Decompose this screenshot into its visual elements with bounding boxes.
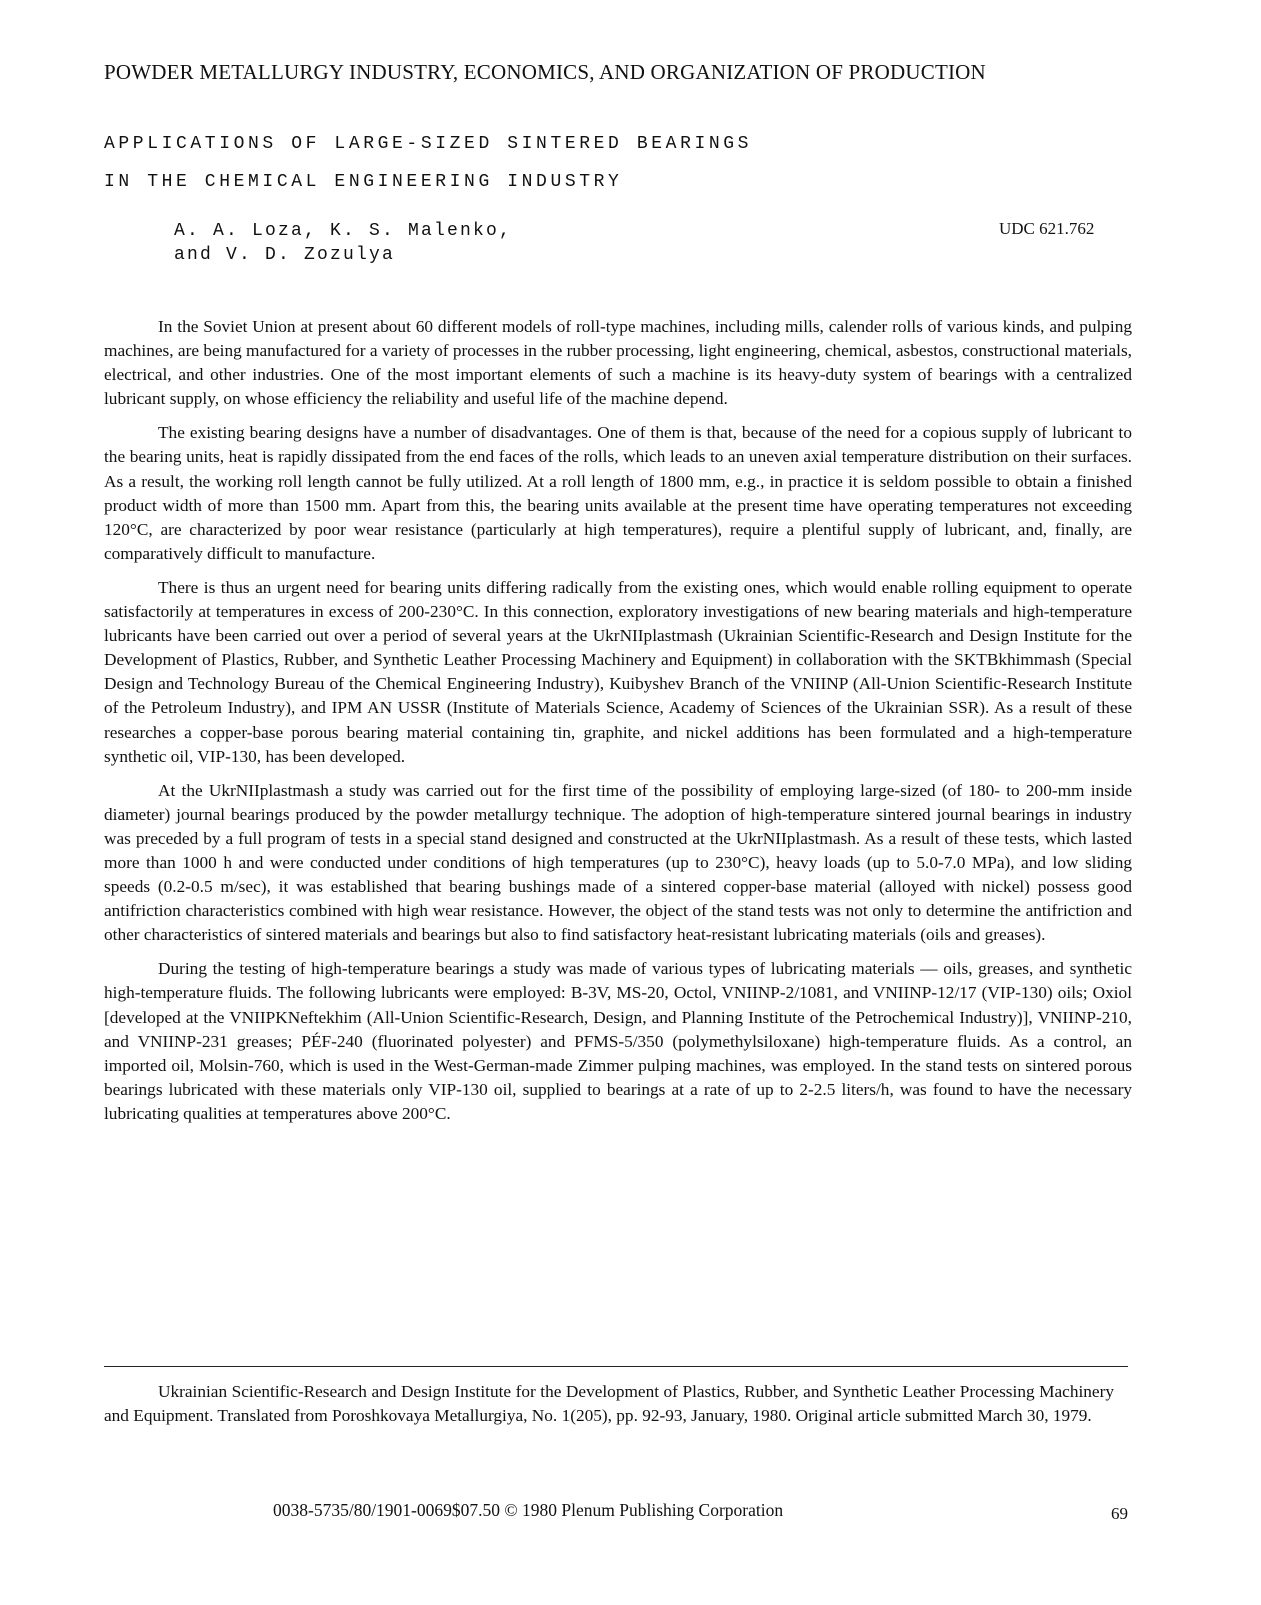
article-title-line-2: IN THE CHEMICAL ENGINEERING INDUSTRY — [104, 172, 623, 192]
page-number: 69 — [1111, 1504, 1128, 1523]
body-paragraph-4: At the UkrNIIplastmash a study was carried out for the first time of the possibility of employing large-sized (of 180- to 200-mm inside diameter) journal bearings produced by the powder metallurgy technique. The adoption of high-temperature sintered journal bearings in industry was preceded by a full program of tests in a special stand designed and constructed at the UkrNIIplastmash. As a result of these tests, which lasted more than 1000 h and were conducted under conditions of high temperatures (up to 230°C), heavy loads (up to 5.0-7.0 MPa), and low sliding speeds (0.2-0.5 m/sec), it was established that bearing bushings made of a sintered copper-base material (alloyed with nickel) possess good antifriction characteristics combined with high wear resistance. However, the object of the stand tests was not only to determine the antifriction and other characteristics of sintered materials and bearings but also to find satisfactory heat-resistant lubricating materials (oils and greases). — [104, 780, 1132, 945]
author-line-2: and V. D. Zozulya — [174, 245, 396, 265]
author-line-1: A. A. Loza, K. S. Malenko, — [174, 221, 513, 241]
article-title-line-1: APPLICATIONS OF LARGE-SIZED SINTERED BEARINGS — [104, 134, 753, 154]
body-paragraph-1: In the Soviet Union at present about 60 different models of roll-type machines, including mills, calender rolls of various kinds, and pulping machines, are being manufactured for a variety of processes in the rubber processing, light engineering, chemical, asbestos, constructional materials, electrical, and other industries. One of the most important elements of such a machine is its heavy-duty system of bearings with a centralized lubricant supply, on whose efficiency the reliability and useful life of the machine depend. — [104, 317, 1132, 409]
footnote — [104, 1380, 1114, 1428]
body-paragraph-2: The existing bearing designs have a number of disadvantages. One of them is that, because of the need for a copious supply of lubricant to the bearing units, heat is rapidly dissipated from the end faces of the rolls, which leads to an uneven axial temperature distribution on their surfaces. As a result, the working roll length cannot be fully utilized. At a roll length of 1800 mm, e.g., in practice it is seldom possible to obtain a finished product width of more than 1500 mm. Apart from this, the bearing units available at the present time have operating temperatures not exceeding 120°C, are characterized by poor wear resistance (particularly at high temperatures), require a plentiful supply of lubricant, and, finally, are comparatively difficult to manufacture. — [104, 423, 1132, 563]
footnote-text: Ukrainian Scientific-Research and Design Institute for the Development of Plastics, Rubber, and Synthetic Leather Processing Machinery and Equipment. Translated from Poroshkovaya Metallurgiya, No. 1(205), pp. 92-93, January, 1980. Original article submitted March 30, 1979. — [104, 1382, 1114, 1425]
footnote-divider — [104, 1366, 1128, 1367]
body-paragraph-3: There is thus an urgent need for bearing units differing radically from the existing ones, which would enable rolling equipment to operate satisfactorily at temperatures in excess of 200-230°C. In this connection, exploratory investigations of new bearing materials and high-temperature lubricants have been carried out over a period of several years at the UkrNIIplastmash (Ukrainian Scientific-Research and Design Institute for the Development of Plastics, Rubber, and Synthetic Leather Processing Machinery and Equipment) in collaboration with the SKTBkhimmash (Special Design and Technology Bureau of the Chemical Engineering Industry), Kuibyshev Branch of the VNIINP (All-Union Scientific-Research Institute of the Petroleum Industry), and IPM AN USSR (Institute of Materials Science, Academy of Sciences of the Ukrainian SSR). As a result of these researches a copper-base porous bearing material containing tin, graphite, and nickel additions has been formulated and a high-temperature synthetic oil, VIP-130, has been developed. — [104, 577, 1132, 766]
body-paragraph-5: During the testing of high-temperature bearings a study was made of various types of lubricating materials — oils, greases, and synthetic high-temperature fluids. The following lubricants were employed: B-3V, MS-20, Octol, VNIINP-2/1081, and VNIINP-12/17 (VIP-130) oils; Oxiol [developed at the VNIIPKNeftekhim (All-Union Scientific-Research, Design, and Planning Institute of the Petrochemical Industry)], VNIINP-210, and VNIINP-231 greases; PÉF-240 (fluorinated polyester) and PFMS-5/350 (polymethylsiloxane) high-temperature fluids. As a control, an imported oil, Molsin-760, which is used in the West-German-made Zimmer pulping machines, was employed. In the stand tests on sintered porous bearings lubricated with these materials only VIP-130 oil, supplied to bearings at a rate of up to 2-2.5 liters/h, was found to have the necessary lubricating qualities at temperatures above 200°C. — [104, 959, 1132, 1123]
author-list — [174, 219, 512, 267]
copyright-line: 0038-5735/80/1901-0069$07.50 © 1980 Plenum Publishing Corporation — [273, 1500, 784, 1520]
udc-code: UDC 621.762 — [999, 219, 1095, 238]
section-heading: POWDER METALLURGY INDUSTRY, ECONOMICS, AND ORGANIZATION OF PRODUCTION — [104, 60, 986, 84]
article-body — [104, 315, 1132, 1136]
